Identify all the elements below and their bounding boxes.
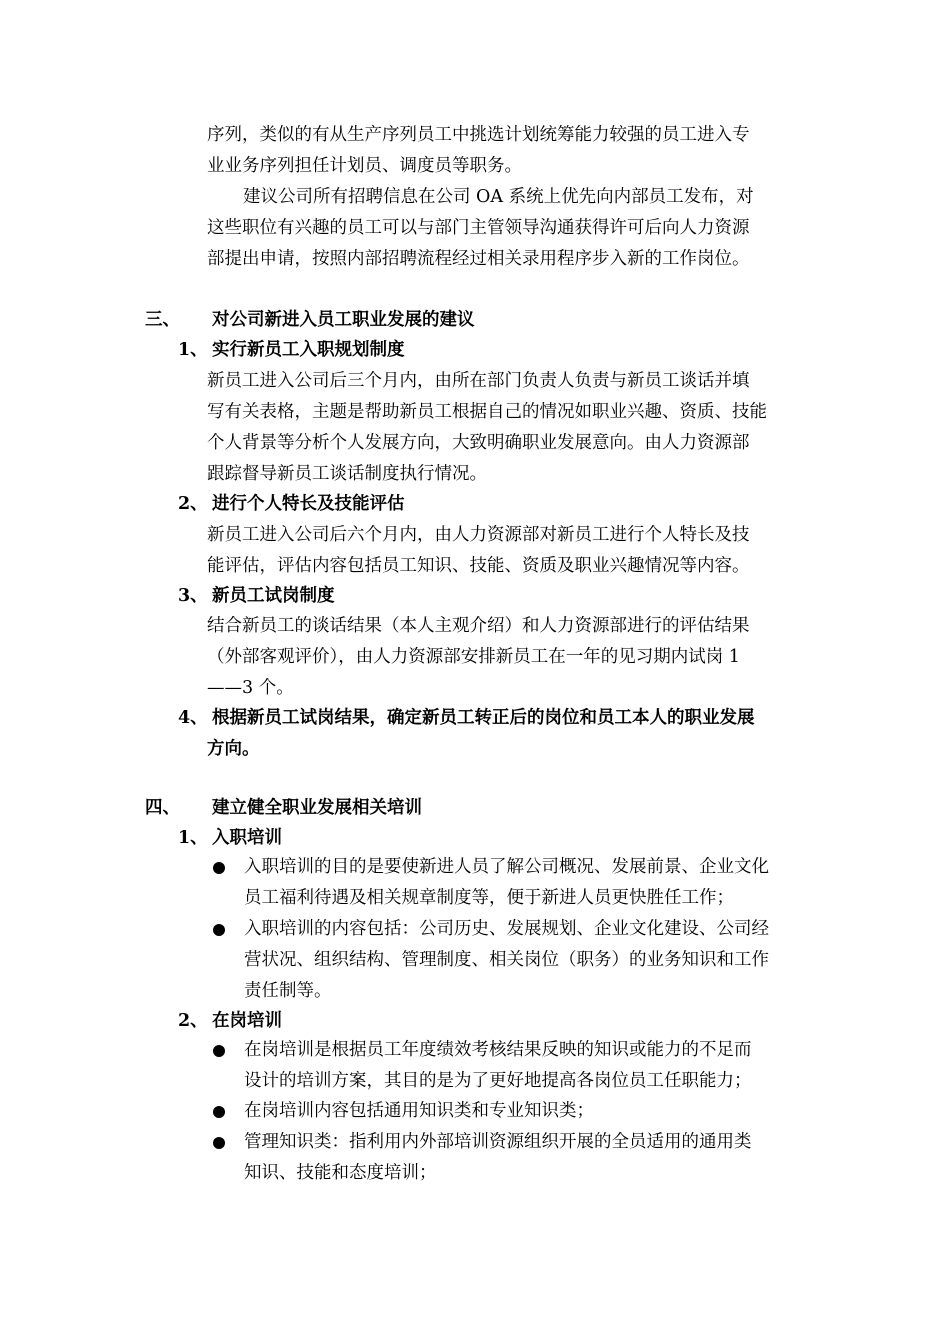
- subsection-title: 在岗培训: [212, 1011, 282, 1031]
- subsection-number: 1、: [178, 828, 208, 848]
- subsection-number: 3、: [178, 586, 208, 606]
- bullet-text-line: 管理知识类：指利用内外部培训资源组织开展的全员适用的通用类: [244, 1132, 752, 1152]
- bullet-text-line: 入职培训的内容包括：公司历史、发展规划、企业文化建设、公司经: [244, 919, 769, 939]
- bullet-text-line: 在岗培训是根据员工年度绩效考核结果反映的知识或能力的不足而: [244, 1040, 752, 1060]
- bullet-text-line: 设计的培训方案，其目的是为了更好地提高各岗位员工任职能力；: [244, 1071, 752, 1091]
- subsection-number: 2、: [178, 494, 208, 514]
- body-text-line: 能评估，评估内容包括员工知识、技能、资质及职业兴趣情况等内容。: [207, 556, 750, 576]
- subsection-title: 新员工试岗制度: [212, 586, 335, 606]
- bullet-icon: [213, 1137, 225, 1149]
- subsection-title-continuation: 方向。: [207, 739, 260, 759]
- body-text-line: 序列，类似的有从生产序列员工中挑选计划统筹能力较强的员工进入专: [207, 125, 750, 145]
- body-text-line: 新员工进入公司后六个月内，由人力资源部对新员工进行个人特长及技: [207, 525, 750, 545]
- bullet-icon: [213, 1106, 225, 1118]
- bullet-text-line: 入职培训的目的是要使新进人员了解公司概况、发展前景、企业文化: [244, 857, 769, 877]
- subsection-number: 2、: [178, 1011, 208, 1031]
- body-text-line: 个人背景等分析个人发展方向，大致明确职业发展意向。由人力资源部: [207, 433, 750, 453]
- body-text-line: 跟踪督导新员工谈话制度执行情况。: [207, 464, 487, 484]
- subsection-title: 进行个人特长及技能评估: [212, 494, 405, 514]
- subsection-title: 入职培训: [212, 828, 282, 848]
- section-title: 建立健全职业发展相关培训: [212, 798, 422, 818]
- body-text-line: 新员工进入公司后三个月内，由所在部门负责人负责与新员工谈话并填: [207, 371, 750, 391]
- body-text-line: 部提出申请，按照内部招聘流程经过相关录用程序步入新的工作岗位。: [207, 249, 750, 269]
- subsection-number: 4、: [178, 708, 208, 728]
- bullet-text-line: 责任制等。: [244, 981, 332, 1001]
- body-text-line: （外部客观评价），由人力资源部安排新员工在一年的见习期内试岗 1: [207, 647, 740, 667]
- subsection-number: 1、: [178, 340, 208, 360]
- bullet-icon: [213, 862, 225, 874]
- bullet-text-line: 在岗培训内容包括通用知识类和专业知识类；: [244, 1101, 594, 1121]
- body-text-line: 建议公司所有招聘信息在公司 OA 系统上优先向内部员工发布，对: [243, 187, 754, 207]
- section-number: 三、: [145, 310, 180, 330]
- body-text-line: 业业务序列担任计划员、调度员等职务。: [207, 156, 522, 176]
- bullet-text-line: 知识、技能和态度培训；: [244, 1163, 437, 1183]
- section-number: 四、: [145, 798, 180, 818]
- section-title: 对公司新进入员工职业发展的建议: [212, 310, 475, 330]
- bullet-icon: [213, 924, 225, 936]
- body-text-line: 这些职位有兴趣的员工可以与部门主管领导沟通获得许可后向人力资源: [207, 218, 750, 238]
- body-text-line: ——3 个。: [207, 678, 294, 698]
- subsection-title: 实行新员工入职规划制度: [212, 340, 405, 360]
- body-text-line: 结合新员工的谈话结果（本人主观介绍）和人力资源部进行的评估结果: [207, 616, 750, 636]
- subsection-title: 根据新员工试岗结果，确定新员工转正后的岗位和员工本人的职业发展: [212, 708, 755, 728]
- bullet-icon: [213, 1045, 225, 1057]
- body-text-line: 写有关表格，主题是帮助新员工根据自己的情况如职业兴趣、资质、技能: [207, 402, 767, 422]
- bullet-text-line: 员工福利待遇及相关规章制度等，便于新进人员更快胜任工作；: [244, 888, 734, 908]
- bullet-text-line: 营状况、组织结构、管理制度、相关岗位（职务）的业务知识和工作: [244, 950, 769, 970]
